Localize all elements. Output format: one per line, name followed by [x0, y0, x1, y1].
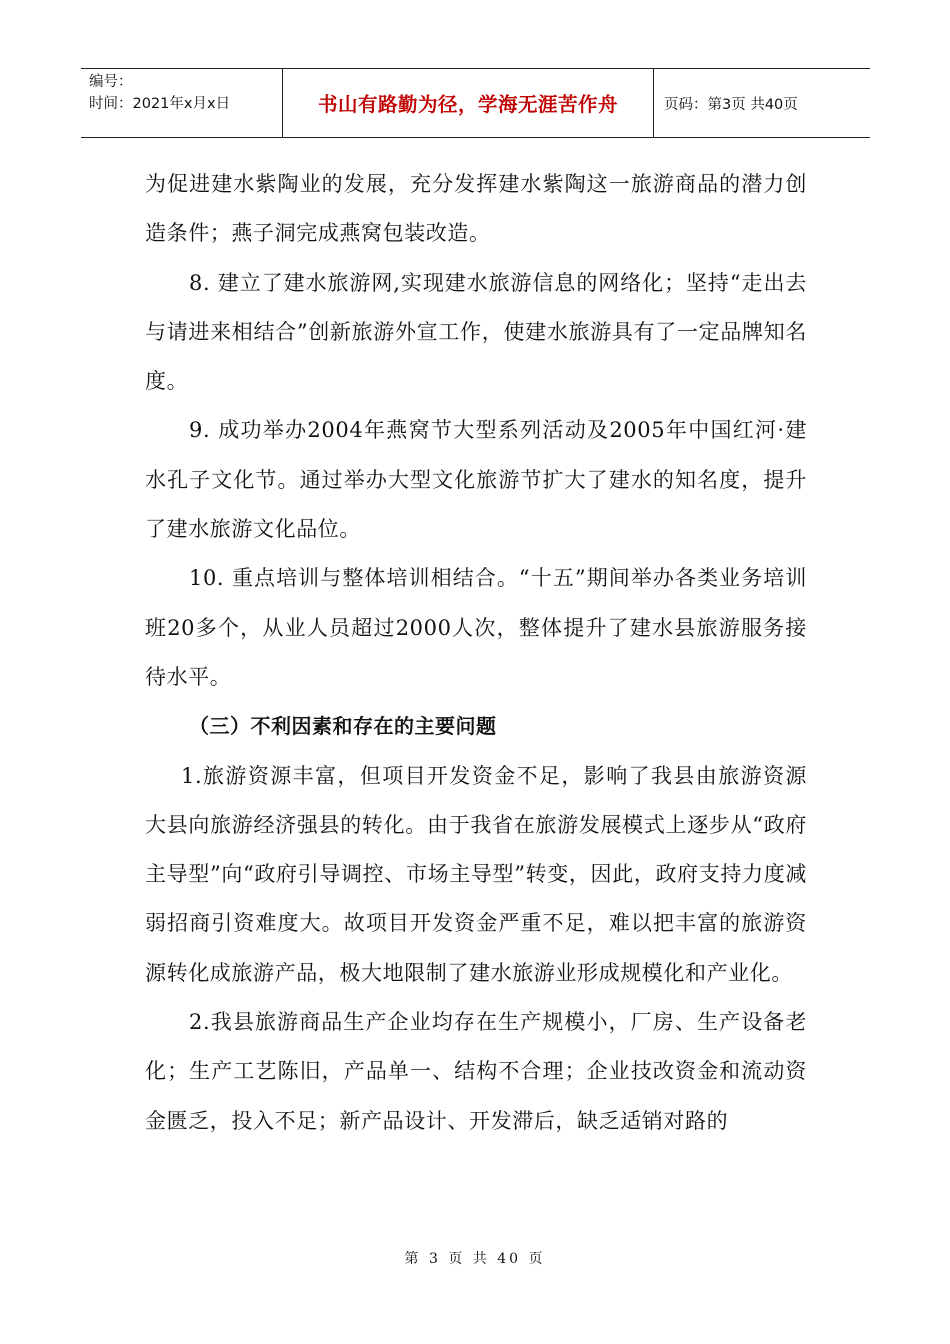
document-number-label: 编号：	[89, 74, 133, 90]
page-footer	[0, 1248, 950, 1268]
issue-item-2: 2.我县旅游商品生产企业均存在生产规模小，厂房、生产设备老化；生产工艺陈旧，产品单一、结构不合理；企业技改资金和流动资金匮乏，投入不足；新产品设计、开发滞后，缺乏适销对路的	[145, 1010, 807, 1133]
header-motto: 书山有路勤为径，学海无涯苦作舟	[317, 93, 618, 116]
paragraph-item-8: 8. 建立了建水旅游网,实现建水旅游信息的网络化；坚持“走出去与请进来相结合”创新旅游外宣工作，使建水旅游具有了一定品牌知名度。	[145, 270, 807, 394]
header-motto-cell	[283, 69, 654, 137]
paragraph-item-9: 9. 成功举办2004年燕窝节大型系列活动及2005年中国红河·建水孔子文化节。通过举办大型文化旅游节扩大了建水的知名度，提升了建水旅游文化品位。	[145, 418, 807, 542]
document-time-label: 时间：2021年x月x日	[89, 96, 231, 112]
document-body	[145, 160, 807, 1146]
paragraph-item-10: 10. 重点培训与整体培训相结合。“十五”期间举办各类业务培训班20多个，从业人员超过2000人次，整体提升了建水县旅游服务接待水平。	[145, 566, 807, 689]
paragraph-continued: 为促进建水紫陶业的发展，充分发挥建水紫陶这一旅游商品的潜力创造条件；燕子洞完成燕窝包装改造。	[145, 172, 807, 246]
issue-item-1: 1.旅游资源丰富，但项目开发资金不足，影响了我县由旅游资源大县向旅游经济强县的转化。由于我省在旅游发展模式上逐步从“政府主导型”向“政府引导调控、市场主导型”转变，因此，政府支持力度减弱招商引资难度大。故项目开发资金严重不足，难以把丰富的旅游资源转化成旅游产品，极大地限制了建水旅游业形成规模化和产业化。	[145, 763, 807, 985]
section-heading: （三）不利因素和存在的主要问题	[189, 714, 497, 739]
header-page-cell	[654, 69, 870, 137]
header-page-info: 页码：第3页 共40页	[664, 96, 798, 113]
footer-page-number: 第 3 页 共 40 页	[404, 1251, 546, 1267]
header-meta-cell	[81, 69, 283, 137]
document-header	[81, 68, 870, 138]
